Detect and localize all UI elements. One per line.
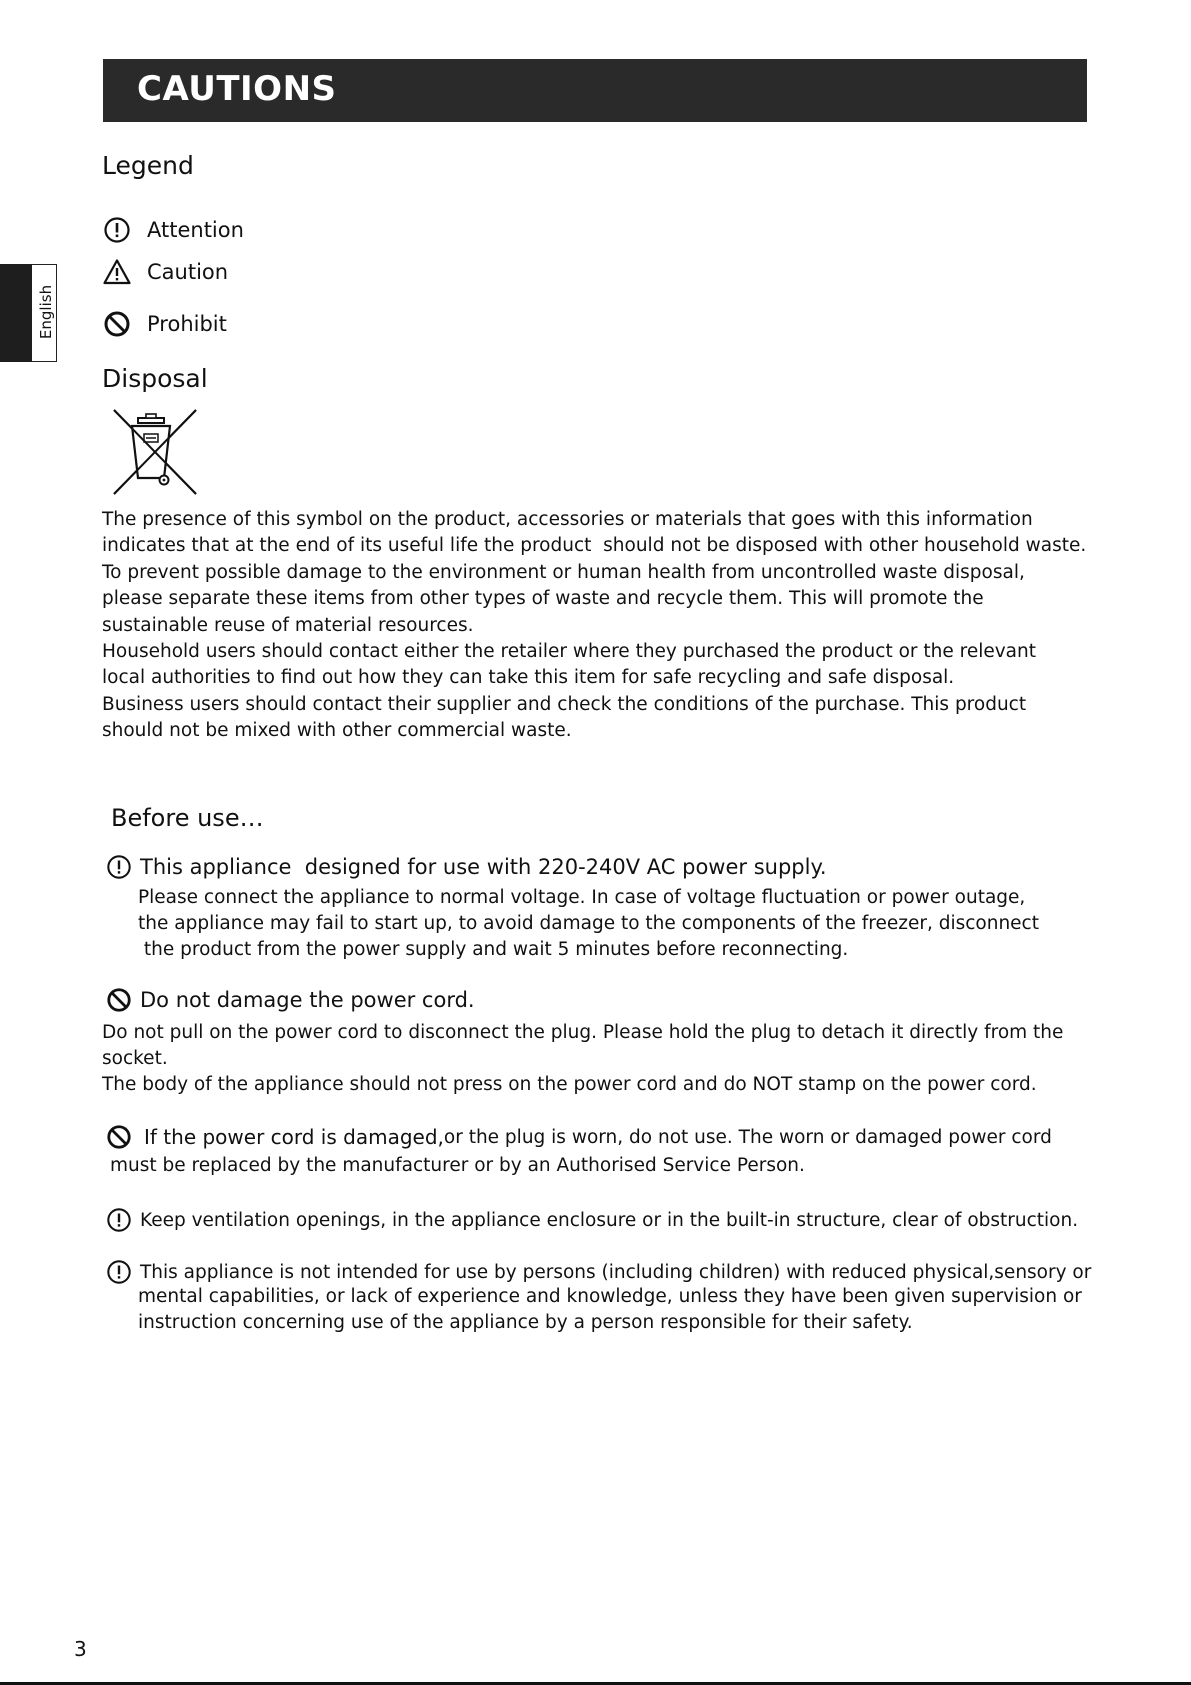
language-tab-marker [0, 264, 32, 362]
item-title: Do not damage the power cord. [140, 988, 475, 1012]
before-use-item-damaged-cord [106, 1124, 1052, 1150]
item-body [138, 885, 1098, 963]
disposal-text [102, 507, 1102, 745]
item-title: Keep ventilation openings, in the appliance enclosure or in the built-in structure, clear of obstruction. [140, 1209, 1079, 1231]
item-title: This appliance is not intended for use by persons (including children) with reduced physical,sensory or [140, 1261, 1092, 1283]
legend-label: Prohibit [147, 312, 227, 336]
disposal-line: sustainable reuse of material resources. [102, 614, 474, 636]
item-line: Do not pull on the power cord to disconnect the plug. Please hold the plug to detach it directly from the [102, 1022, 1064, 1043]
item-line: The body of the appliance should not press on the power cord and do NOT stamp on the power cord. [102, 1074, 1037, 1095]
item-body [102, 1020, 1102, 1098]
attention-icon [106, 1259, 132, 1285]
item-line: must be replaced by the manufacturer or by an Authorised Service Person. [110, 1155, 805, 1176]
legend-label: Attention [147, 218, 244, 242]
attention-icon [106, 854, 132, 880]
item-title: This appliance designed for use with 220-240V AC power supply. [140, 855, 827, 879]
header-banner [103, 59, 1087, 122]
legend-item-prohibit [103, 309, 227, 339]
prohibit-icon [106, 1124, 132, 1150]
item-line: the appliance may fail to start up, to avoid damage to the components of the freezer, disconnect [138, 913, 1039, 934]
page-number: 3 [74, 1637, 87, 1661]
item-title-continued: or the plug is worn, do not use. The worn or damaged power cord [443, 1126, 1052, 1148]
disposal-line: The presence of this symbol on the product, accessories or materials that goes with this information [102, 509, 1033, 530]
item-title: If the power cord is damaged, [144, 1125, 444, 1149]
crossed-out-wheelie-bin-icon [110, 408, 198, 496]
disposal-line: indicates that at the end of its useful life the product should not be disposed with other household waste. [102, 535, 1087, 557]
disposal-line: please separate these items from other types of waste and recycle them. This will promote the [102, 588, 984, 610]
caution-icon [103, 258, 131, 286]
before-use-heading: Before use… [111, 804, 264, 832]
disposal-heading: Disposal [102, 364, 208, 393]
attention-icon [103, 216, 131, 244]
disposal-line: To prevent possible damage to the environment or human health from uncontrolled waste disposal, [102, 561, 1025, 583]
prohibit-icon [106, 987, 132, 1013]
disposal-line: local authorities to find out how they can take this item for safe recycling and safe disposal. [102, 667, 955, 689]
disposal-line: Household users should contact either the retailer where they purchased the product or the relevant [102, 641, 1036, 663]
before-use-item-voltage [106, 854, 827, 880]
page-title: CAUTIONS [137, 69, 337, 109]
disposal-line: Business users should contact their supplier and check the conditions of the purchase. This product [102, 693, 1027, 715]
prohibit-icon [103, 310, 131, 338]
before-use-item-ventilation [106, 1207, 1078, 1233]
item-line: mental capabilities, or lack of experience and knowledge, unless they have been given supervision or [138, 1286, 1082, 1307]
language-tab [0, 264, 57, 362]
item-line: instruction concerning use of the appliance by a person responsible for their safety. [138, 1312, 913, 1333]
legend-heading: Legend [102, 151, 194, 180]
item-line: the product from the power supply and wait 5 minutes before reconnecting. [138, 939, 849, 960]
before-use-item-reduced-capabilities [106, 1259, 1091, 1285]
language-tab-label: English [37, 284, 55, 340]
legend-label: Caution [147, 260, 229, 284]
legend-item-attention [103, 215, 244, 245]
disposal-line: should not be mixed with other commercial waste. [102, 720, 572, 742]
item-body [110, 1153, 1100, 1179]
attention-icon [106, 1207, 132, 1233]
item-body [138, 1284, 1098, 1336]
item-line: Please connect the appliance to normal voltage. In case of voltage fluctuation or power outage, [138, 887, 1026, 908]
item-line: socket. [102, 1048, 168, 1069]
legend-item-caution [103, 257, 228, 287]
before-use-item-power-cord [106, 987, 475, 1013]
